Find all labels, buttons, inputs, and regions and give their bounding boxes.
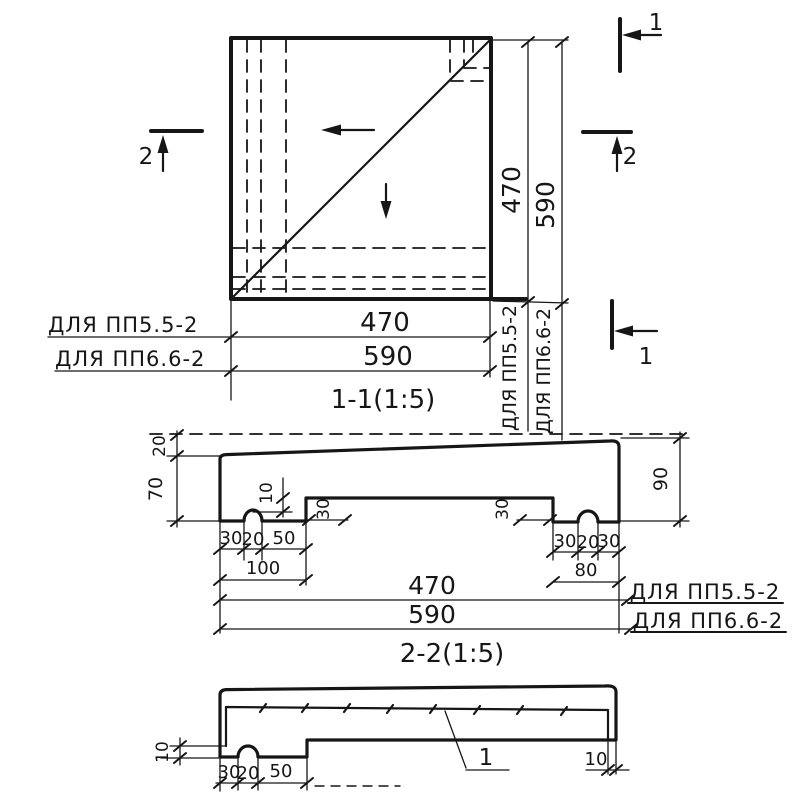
section-1-title: 1-1(1:5) (330, 385, 436, 415)
dim-30: 30 (553, 531, 577, 552)
dim-30-step-left: 30 (314, 498, 334, 520)
plan-height-dim-pp66: 590 (531, 181, 560, 229)
marker-label-2: 2 (138, 144, 154, 170)
section-marker-2-left (139, 131, 202, 171)
section-2-2 (153, 639, 629, 791)
dim-20: 20 (576, 532, 600, 553)
dim-50: 50 (269, 761, 293, 782)
plan-variant-label-pp66-vertical: ДЛЯ ПП6.6-2 (533, 307, 555, 435)
section-marker-1-top (620, 10, 663, 71)
dim-ticks (225, 332, 496, 376)
span-arrow-down (381, 184, 392, 219)
dim-20: 20 (236, 763, 260, 784)
plan-variant-label-pp66: ДЛЯ ПП6.6-2 (55, 347, 206, 371)
section1-left-dims (145, 430, 222, 527)
dim-20: 20 (150, 435, 170, 457)
dim-80: 80 (574, 560, 598, 581)
marker-label-1: 1 (648, 10, 664, 36)
section1-variant-label-pp55: ДЛЯ ПП5.5-2 (629, 580, 781, 604)
section2-cover-dim-right (585, 740, 629, 775)
marker-label-2: 2 (622, 144, 638, 170)
dim-50: 50 (272, 528, 296, 549)
plan-hidden-lines-bottom (233, 248, 489, 289)
section1-profile-outline (220, 441, 619, 522)
plan-width-dim-pp66: 590 (363, 342, 413, 372)
dim-30: 30 (219, 528, 243, 549)
dim-100: 100 (245, 558, 281, 579)
plan-variant-label-pp55: ДЛЯ ПП5.5-2 (48, 313, 199, 337)
dim-ticks (522, 37, 568, 309)
dim-30: 30 (217, 762, 241, 783)
dim-30-step-right: 30 (493, 498, 513, 520)
section1-dim-90 (621, 432, 689, 527)
section1-variant-label-pp66: ДЛЯ ПП6.6-2 (632, 609, 784, 633)
dim-30: 30 (597, 531, 621, 552)
section1-right-groove-dims (547, 523, 625, 633)
plan-height-dim-pp55: 470 (497, 166, 526, 214)
section-1-1 (145, 385, 786, 634)
section-marker-2-right (583, 132, 637, 171)
rebar-item-number: 1 (478, 745, 494, 771)
section1-left-groove-dims (214, 523, 312, 633)
plan-width-dim-pp55: 470 (360, 308, 410, 338)
section-marker-1-bottom (612, 301, 657, 370)
section1-step-dim-left (303, 498, 351, 525)
dim-20: 20 (241, 529, 265, 550)
section1-width-pp66: 590 (408, 600, 456, 629)
section-2-title: 2-2(1:5) (399, 639, 505, 669)
dim-10-cover-left: 10 (153, 741, 173, 763)
plan-diagonal (231, 39, 491, 299)
dim-10-cover-right: 10 (584, 749, 608, 770)
marker-label-1: 1 (638, 344, 654, 370)
plan-hidden-lines-left (247, 40, 286, 297)
plan-view (48, 10, 663, 440)
span-arrow-left (321, 125, 374, 136)
section2-groove-dims (214, 759, 400, 791)
section2-profile-outline (220, 686, 616, 757)
section1-width-pp55: 470 (408, 571, 456, 600)
plan-variant-label-pp55-vertical: ДЛЯ ПП5.5-2 (499, 304, 521, 432)
section1-step-dim-right (493, 498, 556, 525)
dim-70: 70 (145, 476, 167, 502)
dim-90: 90 (650, 466, 672, 492)
dim-10: 10 (257, 482, 277, 504)
section2-cover-dim-left (153, 738, 226, 765)
plan-vertical-dimensions (493, 37, 568, 440)
